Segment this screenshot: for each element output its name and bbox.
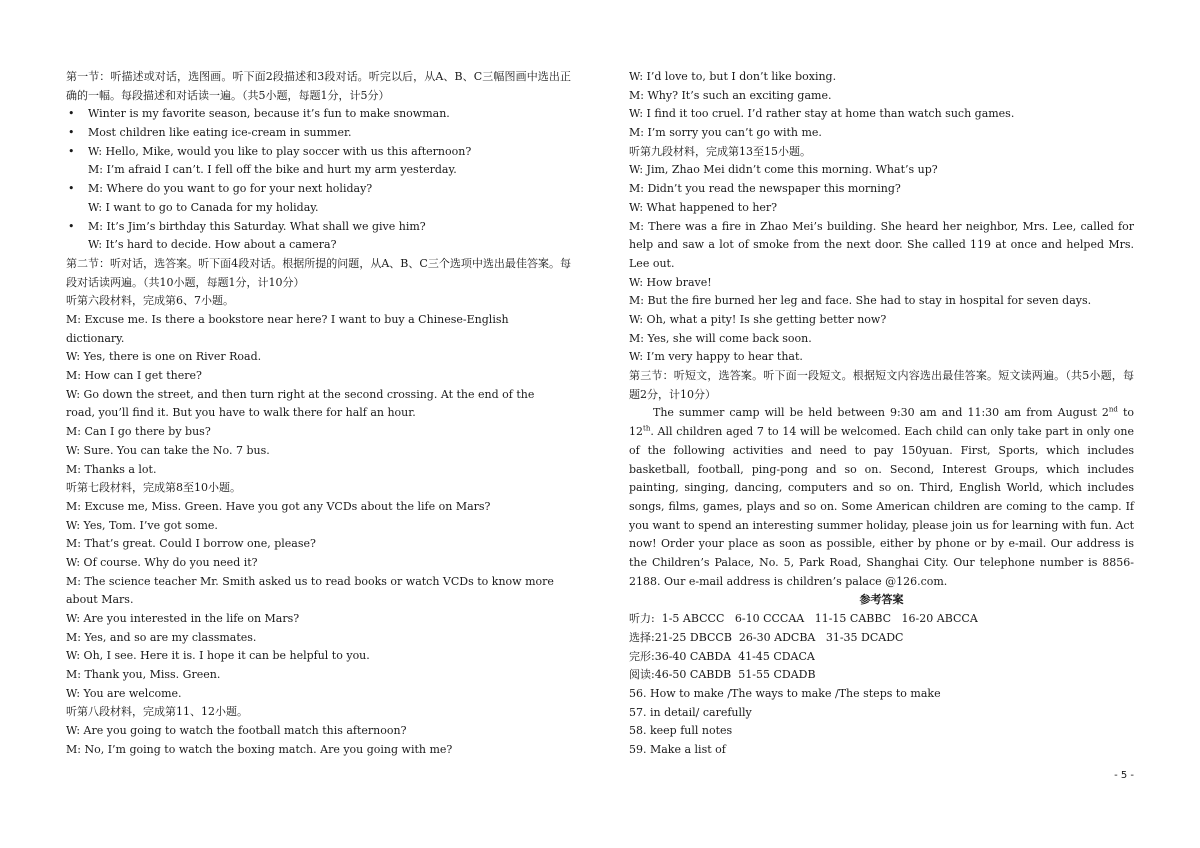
answer-line: 59. Make a list of: [629, 742, 726, 756]
bullet-item: • M: Where do you want to go for your next holiday?: [66, 180, 571, 199]
left-column: [66, 68, 571, 760]
text-line: W: You are welcome.: [66, 686, 182, 700]
text-line: W: Go down the street, and then turn right at the second crossing. At the end of the: [66, 387, 535, 401]
text-line: W: Are you going to watch the football match this afternoon?: [66, 724, 407, 738]
text-line: W: I find it too cruel. I’d rather stay at home than watch such games.: [629, 107, 1015, 121]
bullet-subline: M: I’m afraid I can’t. I fell off the bike and hurt my arm yesterday.: [88, 163, 457, 177]
answer-line: 选择:21-25 DBCCB 26-30 ADCBA 31-35 DCADC: [629, 630, 904, 644]
passage-rest: . All children aged 7 to 14 will be welcomed. Each child can only take part in only one of the following activities and need to pay 150yuan. First, Sports, which includes basketball, football, ping-pong and so on. Second, Interest Groups, which includes painting, singing, dancing, computers and so on. Third, English World, which includes songs, films, games, plays and so on. Some American children are coming to the camp. If you want to spend an interesting summer holiday, please join us for learning with fun. Act now! Order your place as soon as possible, either by phone or by e-mail. Our address is the Children’s Palace, No. 5, Park Road, Shanghai City. Our telephone number is 8856-2188. Our e-mail address is children’s palace @126.com.: [629, 425, 1134, 588]
text-line: W: Sure. You can take the No. 7 bus.: [66, 443, 270, 457]
bullet-item: • Most children like eating ice-cream in summer.: [66, 124, 571, 143]
summer-camp-passage: [629, 404, 1134, 591]
section3-heading: 第三节：听短文，选答案。听下面一段短文。根据短文内容选出最佳答案。短文读两遍。（共5小题，每题2分，计10分）: [629, 369, 1134, 401]
answer-line: 完形:36-40 CABDA 41-45 CDACA: [629, 649, 815, 663]
bullet-item: • Winter is my favorite season, because it’s fun to make snowman.: [66, 105, 571, 124]
text-line: M: I’m sorry you can’t go with me.: [629, 126, 822, 140]
text-line: W: Yes, there is one on River Road.: [66, 350, 262, 364]
text-line: M: Didn’t you read the newspaper this morning?: [629, 182, 901, 196]
right-column: [629, 68, 1134, 760]
page-number: - 5 -: [1114, 770, 1134, 781]
section2-heading: 第二节：听对话，选答案。听下面4段对话。根据所提的问题，从A、B、C三个选项中选出最佳答案。每段对话读两遍。（共10小题，每题1分，计10分）: [66, 256, 571, 289]
text-line: W: I’m very happy to hear that.: [629, 350, 803, 364]
text-line: M: Thanks a lot.: [66, 462, 157, 476]
text-line: M: The science teacher Mr. Smith asked us to read books or watch VCDs to know more: [66, 574, 554, 588]
dialogue-lines: [66, 292, 571, 759]
answer-line: 听力: 1-5 ABCCC 6-10 CCCAA 11-15 CABBC 16-20 ABCCA: [629, 612, 978, 626]
passage-to: to 12: [629, 406, 1134, 439]
text-line: M: Can I go there by bus?: [66, 425, 211, 439]
text-line: M: Excuse me, Miss. Green. Have you got any VCDs about the life on Mars?: [66, 499, 491, 513]
text-line: 听第六段材料，完成第6、7小题。: [66, 294, 234, 308]
text-line: W: Jim, Zhao Mei didn’t come this morning. What’s up?: [629, 163, 938, 177]
text-line: M: How can I get there?: [66, 369, 202, 383]
superscript-th: th: [643, 424, 651, 433]
passage-start: The summer camp will be held between 9:30 am and 11:30 am from August 2: [653, 406, 1109, 420]
bullet-subline: W: It’s hard to decide. How about a camera?: [88, 238, 337, 252]
answer-line: 58. keep full notes: [629, 724, 733, 738]
text-line: W: How brave!: [629, 275, 712, 289]
bullet-item: • M: It’s Jim’s birthday this Saturday. What shall we give him?: [66, 218, 571, 237]
text-line: W: Oh, what a pity! Is she getting better now?: [629, 312, 887, 326]
answer-line: 57. in detail/ carefully: [629, 705, 752, 719]
text-line: M: But the fire burned her leg and face. She had to stay in hospital for seven days.: [629, 294, 1092, 308]
answer-line: 阅读:46-50 CABDB 51-55 CDADB: [629, 668, 816, 682]
text-line: W: Are you interested in the life on Mars?: [66, 612, 300, 625]
text-line: road, you’ll find it. But you have to walk there for half an hour.: [66, 406, 416, 420]
answer-key: [629, 610, 1134, 760]
text-line: M: Excuse me. Is there a bookstore near here? I want to buy a Chinese-English: [66, 313, 509, 326]
bullet-list: [66, 105, 571, 255]
text-line: M: Yes, she will come back soon.: [629, 331, 812, 345]
text-line: W: Of course. Why do you need it?: [66, 555, 258, 569]
text-line: M: Why? It’s such an exciting game.: [629, 88, 832, 102]
text-line: M: No, I’m going to watch the boxing match. Are you going with me?: [66, 742, 453, 756]
text-line: M: Yes, and so are my classmates.: [66, 630, 257, 644]
text-line: about Mars.: [66, 593, 134, 607]
fire-paragraph: M: There was a fire in Zhao Mei’s building. She heard her neighbor, Mrs. Lee, called for help and saw a lot of smoke from the next door. She called 119 at once and helped Mrs. Lee out.: [629, 219, 1134, 270]
text-line: 听第九段材料，完成第13至15小题。: [629, 144, 811, 158]
text-line: dictionary.: [66, 331, 125, 345]
answer-line: 56. How to make /The ways to make /The steps to make: [629, 686, 941, 700]
text-line: 听第八段材料，完成第11、12小题。: [66, 705, 248, 719]
section1-heading: 第一节：听描述或对话，选图画。听下面2段描述和3段对话。听完以后，从A、B、C三幅图画中选出正确的一幅。每段描述和对话读一遍。（共5小题，每题1分，计5分）: [66, 70, 571, 102]
text-line: W: Oh, I see. Here it is. I hope it can be helpful to you.: [66, 649, 370, 663]
bullet-subline: W: I want to go to Canada for my holiday.: [88, 200, 319, 214]
text-line: M: Thank you, Miss. Green.: [66, 668, 221, 682]
text-line: 听第七段材料，完成第8至10小题。: [66, 481, 241, 495]
bullet-item: • W: Hello, Mike, would you like to play soccer with us this afternoon?: [66, 143, 571, 162]
text-line: W: What happened to her?: [629, 200, 778, 214]
text-line: M: That’s great. Could I borrow one, please?: [66, 537, 316, 551]
text-line: W: I’d love to, but I don’t like boxing.: [629, 70, 837, 83]
answers-title: 参考答案: [859, 593, 904, 607]
superscript-nd: nd: [1108, 405, 1118, 414]
text-line: W: Yes, Tom. I’ve got some.: [66, 518, 218, 532]
